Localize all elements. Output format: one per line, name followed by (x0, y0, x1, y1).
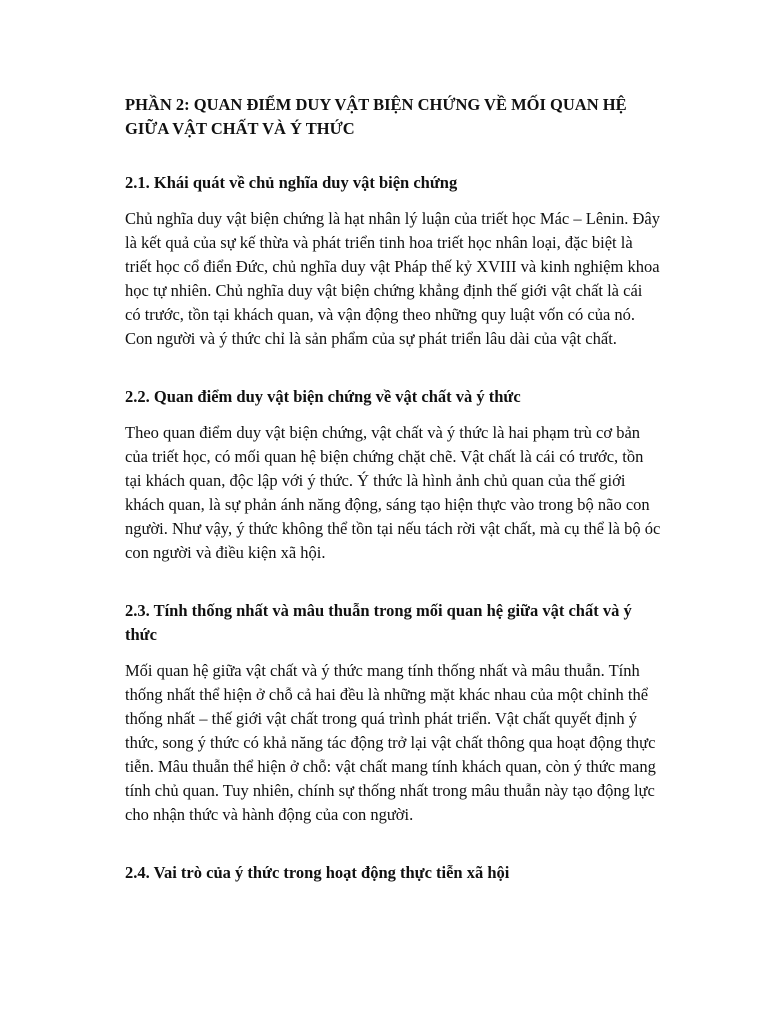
paragraph-line: Theo quan điểm duy vật biện chứng, vật chất và ý thức là hai phạm trù cơ bản (125, 423, 641, 442)
section-heading-2-2: 2.2. Quan điểm duy vật biện chứng về vật chất và ý thức (125, 387, 521, 406)
paragraph-line: tính chủ quan. Tuy nhiên, chính sự thống nhất trong mâu thuẫn này tạo động lực (125, 781, 655, 800)
section-paragraph-2-2 (125, 421, 697, 565)
paragraph-line: thống nhất thể hiện ở chỗ cả hai đều là những mặt khác nhau của một chỉnh thể (125, 685, 649, 704)
paragraph-line: cho nhận thức và hành động của con người. (125, 805, 414, 824)
section-paragraph-2-3 (125, 659, 697, 827)
part-title-line: GIỮA VẬT CHẤT VÀ Ý THỨC (125, 119, 355, 138)
paragraph-line: là kết quả của sự kế thừa và phát triển tinh hoa triết học nhân loại, đặc biệt là (125, 233, 633, 252)
paragraph-line: của triết học, có mối quan hệ biện chứng chặt chẽ. Vật chất là cái có trước, tồn (125, 447, 644, 466)
paragraph-line: học tự nhiên. Chủ nghĩa duy vật biện chứng khẳng định thế giới vật chất là cái (125, 281, 643, 300)
part-title (125, 93, 697, 141)
part-title-line: PHẦN 2: QUAN ĐIỂM DUY VẬT BIỆN CHỨNG VỀ MỐI QUAN HỆ (125, 95, 627, 114)
section-heading-line: 2.3. Tính thống nhất và mâu thuẫn trong mối quan hệ giữa vật chất và ý (125, 601, 632, 620)
section-heading-2-4: 2.4. Vai trò của ý thức trong hoạt động thực tiễn xã hội (125, 863, 510, 882)
paragraph-line: khách quan, là sự phản ánh năng động, sáng tạo hiện thực vào trong bộ não con (125, 495, 650, 514)
section-heading-line: thức (125, 625, 157, 644)
section-heading-2-1: 2.1. Khái quát về chủ nghĩa duy vật biện chứng (125, 173, 458, 192)
section-heading-2-3 (125, 599, 697, 647)
paragraph-line: có trước, tồn tại khách quan, và vận động theo những quy luật vốn có của nó. (125, 305, 636, 324)
paragraph-line: tiễn. Mâu thuẫn thể hiện ở chỗ: vật chất mang tính khách quan, còn ý thức mang (125, 757, 656, 776)
paragraph-line: thức, song ý thức có khả năng tác động trở lại vật chất thông qua hoạt động thực (125, 733, 656, 752)
paragraph-line: tại khách quan, độc lập với ý thức. Ý thức là hình ảnh chủ quan của thế giới (125, 471, 626, 490)
paragraph-line: Chủ nghĩa duy vật biện chứng là hạt nhân lý luận của triết học Mác – Lênin. Đây (125, 209, 660, 228)
paragraph-line: con người và điều kiện xã hội. (125, 543, 326, 562)
paragraph-line: triết học cổ điển Đức, chủ nghĩa duy vật Pháp thế kỷ XVIII và kinh nghiệm khoa (125, 257, 660, 276)
document-content (125, 93, 697, 897)
paragraph-line: Mối quan hệ giữa vật chất và ý thức mang tính thống nhất và mâu thuẫn. Tính (125, 661, 640, 680)
paragraph-line: người. Như vậy, ý thức không thể tồn tại nếu tách rời vật chất, mà cụ thể là bộ óc (125, 519, 661, 538)
paragraph-line: Con người và ý thức chỉ là sản phẩm của sự phát triển lâu dài của vật chất. (125, 329, 617, 348)
paragraph-line: thống nhất – thế giới vật chất trong quá trình phát triển. Vật chất quyết định ý (125, 709, 638, 728)
section-paragraph-2-1 (125, 207, 697, 351)
